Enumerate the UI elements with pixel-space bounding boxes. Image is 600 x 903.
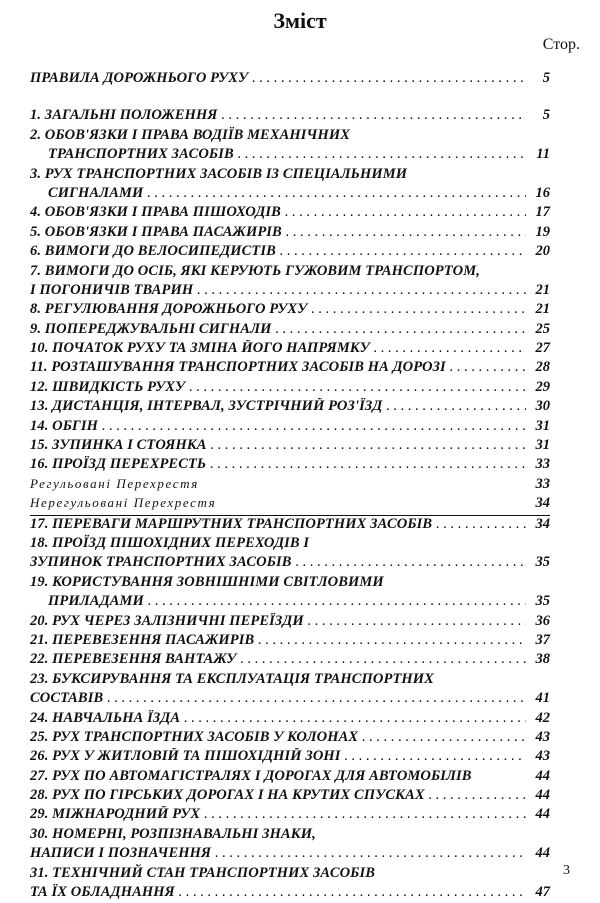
toc-entry-title: 14. ОБГІН . . . <box>30 418 526 435</box>
toc-entry-title: 25. РУХ ТРАНСПОРТНИХ ЗАСОБІВ У КОЛОНАХ . . . <box>30 729 526 746</box>
toc-entry-title: 11. РОЗТАШУВАННЯ ТРАНСПОРТНИХ ЗАСОБІВ НА ДОРОЗІ . . . <box>30 359 526 376</box>
toc-entry-title: 16. ПРОЇЗД ПЕРЕХРЕСТЬ . . . <box>30 456 526 473</box>
toc-entry-title: 31. ТЕХНІЧНИЙ СТАН ТРАНСПОРТНИХ ЗАСОБІВ <box>30 864 376 881</box>
toc-entry <box>30 845 550 864</box>
toc-entry <box>30 865 550 884</box>
toc-entry-page: 44 <box>535 787 550 804</box>
toc-entry <box>30 398 550 417</box>
toc-entry <box>30 456 550 475</box>
toc-entry <box>30 884 550 903</box>
toc-entry-title: СОСТАВІВ . . . <box>30 690 526 707</box>
toc-entry-title: 12. ШВИДКІСТЬ РУХУ . . . <box>30 379 526 396</box>
toc-entry-title: 17. ПЕРЕВАГИ МАРШРУТНИХ ТРАНСПОРТНИХ ЗАСОБІВ . . . <box>30 516 526 533</box>
toc-entry <box>30 593 550 612</box>
toc-entry <box>30 632 550 651</box>
page-number: 3 <box>563 863 570 878</box>
toc-entry-title: 26. РУХ У ЖИТЛОВІЙ ТА ПІШОХІДНІЙ ЗОНІ . . . <box>30 748 526 765</box>
toc-entry <box>30 146 550 165</box>
toc-entry <box>30 768 550 787</box>
toc-entry-page: 25 <box>535 320 550 337</box>
toc-entry-title: 20. РУХ ЧЕРЕЗ ЗАЛІЗНИЧНІ ПЕРЕЇЗДИ . . . <box>30 613 526 630</box>
toc-entry-title: 7. ВИМОГИ ДО ОСІБ, ЯКІ КЕРУЮТЬ ГУЖОВИМ ТРАНСПОРТОМ, <box>30 262 480 279</box>
toc-entry-page: 41 <box>535 690 550 707</box>
toc-entry-page: 19 <box>535 223 550 240</box>
toc-entry-page: 29 <box>535 378 550 395</box>
toc-entry <box>30 690 550 709</box>
toc-entry <box>30 418 550 437</box>
toc-entry-page: 35 <box>535 593 550 610</box>
toc-entry <box>30 185 550 204</box>
toc-entry-page: 17 <box>535 204 550 221</box>
toc-entry-title: 23. БУКСИРУВАННЯ ТА ЕКСПЛУАТАЦІЯ ТРАНСПОРТНИХ <box>30 670 434 687</box>
toc-entry <box>30 729 550 748</box>
toc-entry-page: 28 <box>535 359 550 376</box>
toc-entry-page: 31 <box>535 437 550 454</box>
toc-entry-title: 3. РУХ ТРАНСПОРТНИХ ЗАСОБІВ ІЗ СПЕЦІАЛЬНИМИ <box>30 165 408 182</box>
toc-entry-title: 5. ОБОВ'ЯЗКИ І ПРАВА ПАСАЖИРІВ . . . <box>30 224 526 241</box>
toc-subentry-title: Нерегульовані Перехрестя <box>30 495 217 511</box>
toc-entry-page: 44 <box>535 845 550 862</box>
toc-entry-page: 30 <box>535 398 550 415</box>
toc-entry-title: ЗУПИНОК ТРАНСПОРТНИХ ЗАСОБІВ . . . <box>30 554 526 571</box>
toc-entry-title: 15. ЗУПИНКА І СТОЯНКА . . . <box>30 437 526 454</box>
toc-entry <box>30 437 550 456</box>
toc-entry-page: 47 <box>535 884 550 901</box>
toc-entry-title: 27. РУХ ПО АВТОМАГІСТРАЛЯХ І ДОРОГАХ ДЛЯ АВТОМОБІЛІВ <box>30 767 472 784</box>
toc-entry-title: 6. ВИМОГИ ДО ВЕЛОСИПЕДИСТІВ . . . <box>30 243 526 260</box>
page-column-label: Стор. <box>542 36 580 53</box>
toc-entry-page: 35 <box>535 554 550 571</box>
toc-entry-title: 2. ОБОВ'ЯЗКИ І ПРАВА ВОДІЇВ МЕХАНІЧНИХ <box>30 126 350 143</box>
toc-entry <box>30 70 550 89</box>
toc-entry-page: 5 <box>542 70 550 86</box>
toc-entry-page: 38 <box>535 651 550 668</box>
toc-entry-page: 34 <box>535 515 550 532</box>
toc-entry-title: 21. ПЕРЕВЕЗЕННЯ ПАСАЖИРІВ . . . <box>30 632 526 649</box>
toc-entry-title: 24. НАВЧАЛЬНА ЇЗДА . . . <box>30 710 526 727</box>
toc-entry-page: 33 <box>535 475 550 492</box>
toc-entry <box>30 301 550 320</box>
toc-entry <box>30 748 550 767</box>
toc-entry-page: 44 <box>535 767 550 784</box>
toc-entry <box>30 282 550 301</box>
toc-entry-page: 21 <box>535 301 550 318</box>
toc-entry <box>30 379 550 398</box>
table-of-contents <box>30 70 550 903</box>
toc-entry <box>30 613 550 632</box>
toc-entry-page: 20 <box>535 243 550 260</box>
toc-entry <box>30 204 550 223</box>
toc-entry-title: ТА ЇХ ОБЛАДНАННЯ . . . <box>30 884 526 901</box>
toc-entry-page: 43 <box>535 728 550 745</box>
toc-entry-title: 19. КОРИСТУВАННЯ ЗОВНІШНІМИ СВІТЛОВИМИ <box>30 573 384 590</box>
toc-entry-page: 31 <box>535 417 550 434</box>
toc-entry-page: 33 <box>535 456 550 473</box>
toc-entry-title: 9. ПОПЕРЕДЖУВАЛЬНІ СИГНАЛИ . . . <box>30 321 526 338</box>
toc-entry <box>30 127 550 146</box>
toc-entry <box>30 359 550 378</box>
toc-entry <box>30 787 550 806</box>
toc-entry <box>30 107 550 126</box>
toc-entry-page: 44 <box>535 806 550 823</box>
toc-entry <box>30 535 550 554</box>
toc-entry-page: 27 <box>535 340 550 357</box>
toc-entry-title: НАПИСИ І ПОЗНАЧЕННЯ . . . <box>30 845 526 862</box>
toc-entry <box>30 516 550 535</box>
toc-entry <box>30 224 550 243</box>
toc-entry-page: 42 <box>535 709 550 726</box>
toc-entry-page: 16 <box>535 184 550 201</box>
toc-entry-page: 5 <box>542 107 550 124</box>
toc-entry <box>30 340 550 359</box>
toc-entry-page: 37 <box>535 631 550 648</box>
toc-entry <box>30 166 550 185</box>
toc-entry-title: 13. ДИСТАНЦІЯ, ІНТЕРВАЛ, ЗУСТРІЧНИЙ РОЗ'ЇЗД . . . <box>30 398 526 415</box>
toc-entry <box>30 806 550 825</box>
toc-entry <box>30 554 550 573</box>
toc-entry-title: 1. ЗАГАЛЬНІ ПОЛОЖЕННЯ . . . <box>30 107 526 124</box>
toc-entry-title: 10. ПОЧАТОК РУХУ ТА ЗМІНА ЙОГО НАПРЯМКУ . . . <box>30 340 526 357</box>
toc-entry-title: 22. ПЕРЕВЕЗЕННЯ ВАНТАЖУ . . . <box>30 651 526 668</box>
toc-entry-title: ПРАВИЛА ДОРОЖНЬОГО РУХУ . . . <box>30 70 526 87</box>
toc-entry-title: ТРАНСПОРТНИХ ЗАСОБІВ . . . <box>48 146 526 163</box>
toc-entry-title: 18. ПРОЇЗД ПІШОХІДНИХ ПЕРЕХОДІВ І <box>30 534 310 551</box>
toc-entry <box>30 826 550 845</box>
toc-entry <box>30 671 550 690</box>
toc-entry <box>30 263 550 282</box>
toc-entry-page: 21 <box>535 281 550 298</box>
toc-entry-title: СИГНАЛАМИ . . . <box>48 185 526 202</box>
toc-entry-title: І ПОГОНИЧІВ ТВАРИН . . . <box>30 282 526 299</box>
toc-entry-title: 4. ОБОВ'ЯЗКИ І ПРАВА ПІШОХОДІВ . . . <box>30 204 526 221</box>
toc-subentry <box>30 495 550 515</box>
toc-entry-page: 34 <box>535 495 550 512</box>
toc-entry-page: 43 <box>535 748 550 765</box>
toc-entry <box>30 710 550 729</box>
toc-entry-title: 29. МІЖНАРОДНИЙ РУХ . . . <box>30 806 526 823</box>
toc-entry-title: 8. РЕГУЛЮВАННЯ ДОРОЖНЬОГО РУХУ . . . <box>30 301 526 318</box>
toc-entry-title: 28. РУХ ПО ГІРСЬКИХ ДОРОГАХ І НА КРУТИХ СПУСКАХ . . . <box>30 787 526 804</box>
toc-entry-title: 30. НОМЕРНІ, РОЗПІЗНАВАЛЬНІ ЗНАКИ, <box>30 825 316 842</box>
toc-entry <box>30 243 550 262</box>
toc-subentry-title: Регульовані Перехрестя <box>30 475 199 491</box>
page-title: Зміст <box>273 8 327 33</box>
toc-subentry <box>30 476 550 495</box>
toc-entry-page: 36 <box>535 612 550 629</box>
toc-entry-page: 11 <box>536 146 550 163</box>
toc-entry <box>30 651 550 670</box>
toc-entry <box>30 574 550 593</box>
toc-entry-title: ПРИЛАДАМИ . . . <box>48 593 526 610</box>
toc-entry <box>30 321 550 340</box>
